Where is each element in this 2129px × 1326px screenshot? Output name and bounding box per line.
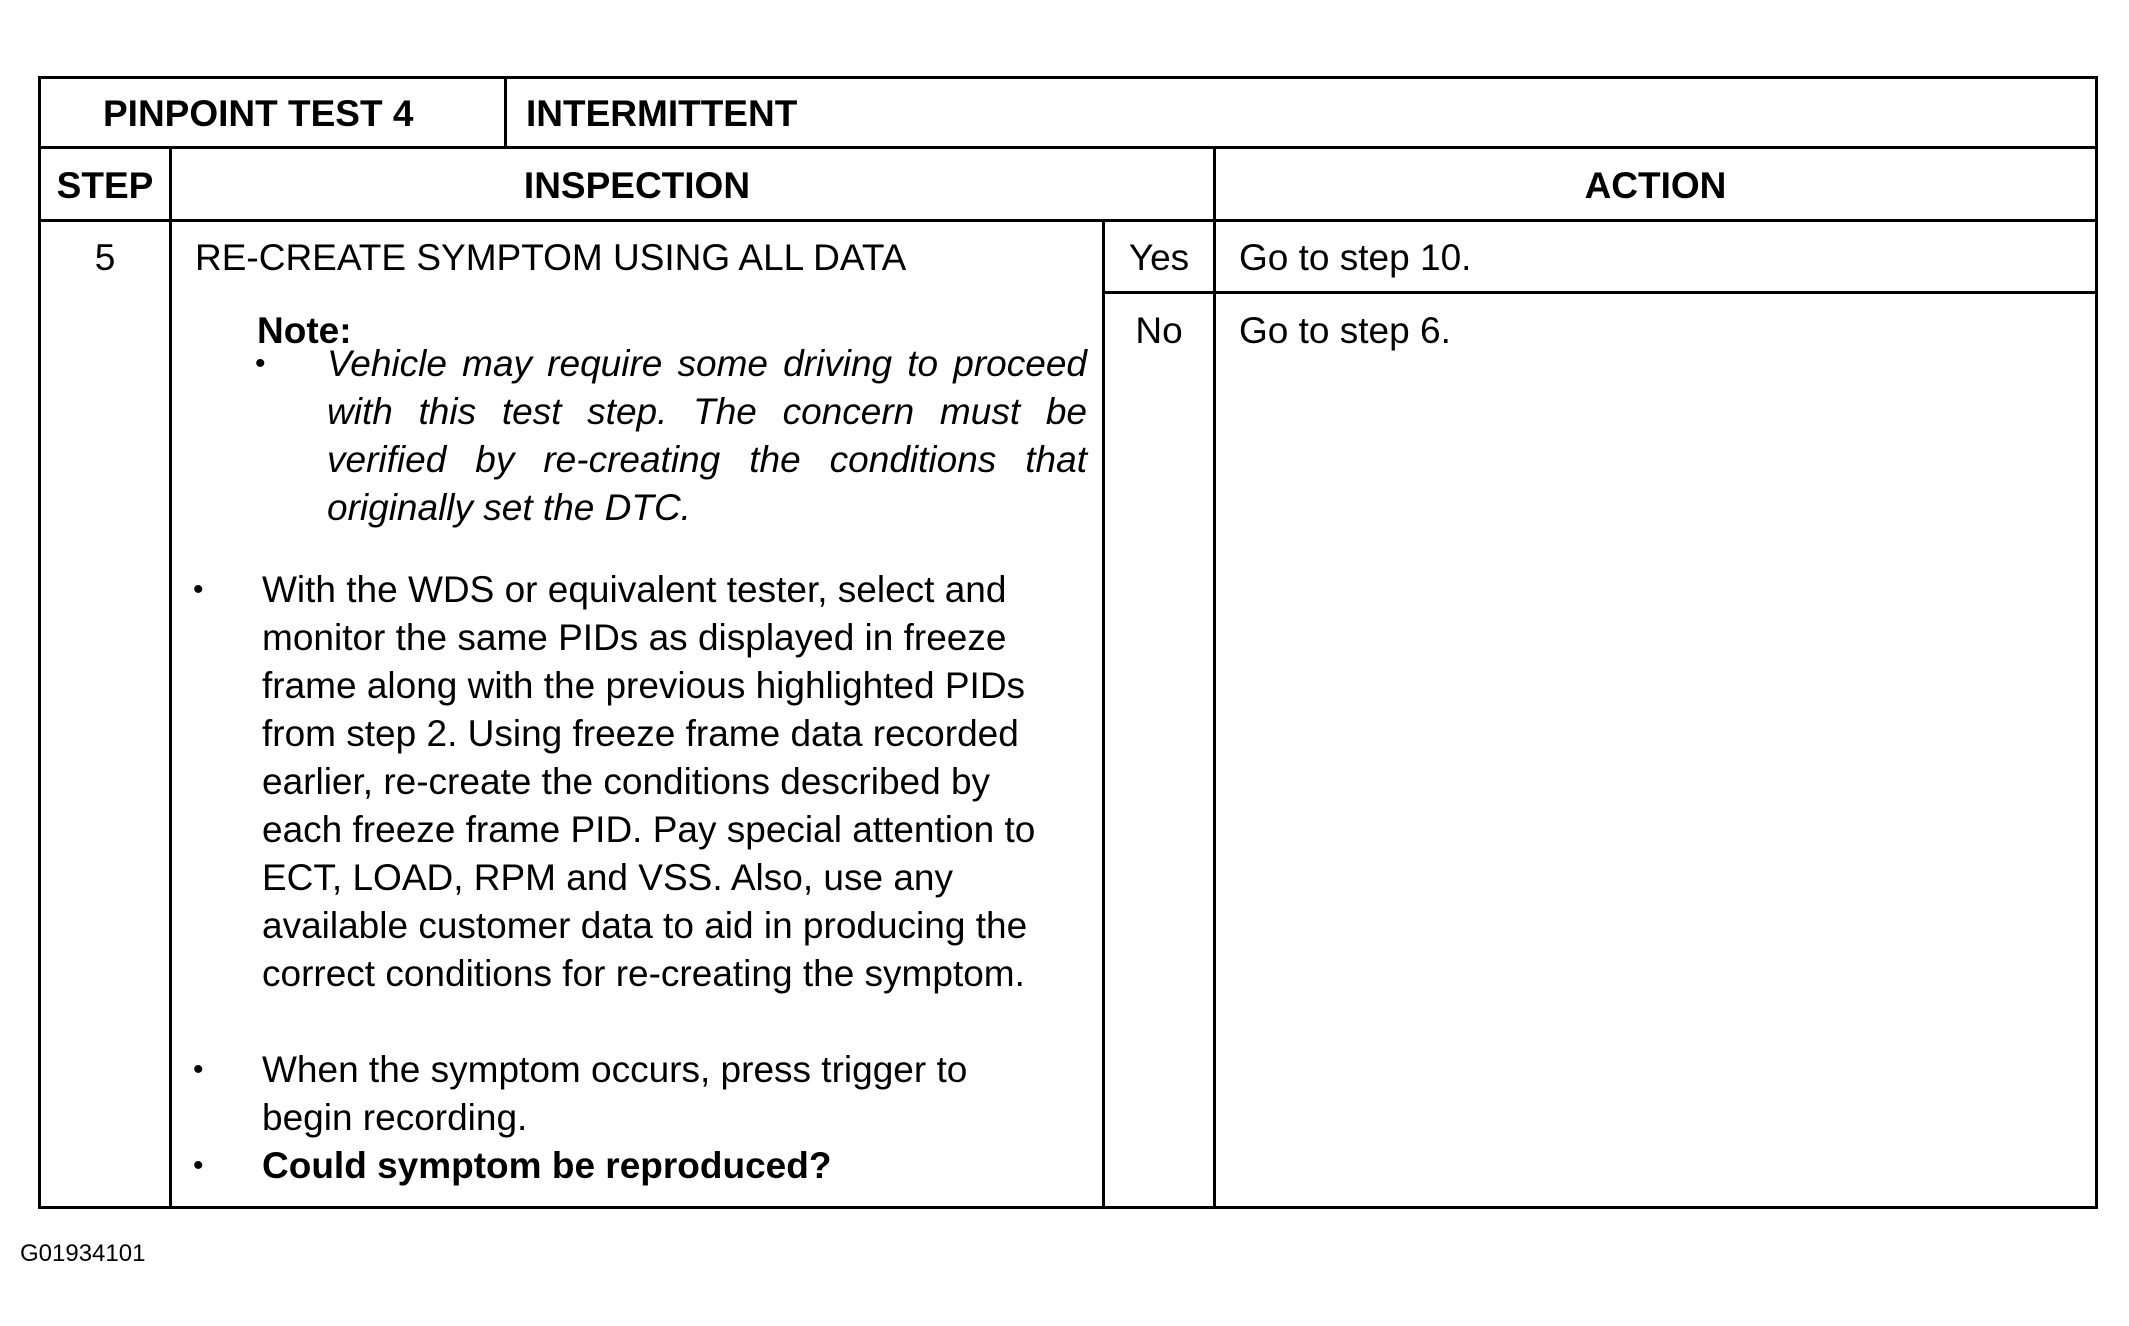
bullet-icon: •	[193, 1053, 204, 1086]
note-label: Note:	[257, 310, 352, 351]
answer-yes-label: Yes	[1128, 237, 1190, 278]
pinpoint-test-table	[38, 76, 2098, 1209]
divider	[504, 79, 507, 146]
action-header: ACTION	[1584, 165, 1727, 206]
step-header: STEP	[56, 165, 154, 206]
divider	[41, 146, 2095, 149]
question-text: Could symptom be reproduced?	[262, 1145, 832, 1186]
divider	[41, 219, 2095, 222]
bullet-icon: •	[193, 573, 204, 606]
answer-no-action: Go to step 6.	[1239, 310, 1451, 351]
figure-id: G01934101	[20, 1240, 146, 1267]
inspection-header: INSPECTION	[523, 165, 751, 206]
bullet-icon: •	[255, 347, 266, 380]
divider	[1102, 219, 1105, 1206]
answer-no-label: No	[1135, 310, 1183, 351]
step-number: 5	[94, 237, 116, 278]
instruction-text: When the symptom occurs, press trigger to begin recording.	[262, 1049, 968, 1138]
test-name: INTERMITTENT	[526, 93, 798, 134]
test-title: PINPOINT TEST 4	[103, 93, 414, 134]
divider	[1213, 146, 1216, 1206]
note-text: Vehicle may require some driving to proceed with this test step. The concern must be verified by re-creating the conditions that originally set the DTC.	[327, 343, 1087, 528]
answer-yes-action: Go to step 10.	[1239, 237, 1472, 278]
inspection-title: RE-CREATE SYMPTOM USING ALL DATA	[195, 237, 907, 278]
divider	[169, 146, 172, 1206]
instruction-text: With the WDS or equivalent tester, select and monitor the same PIDs as displayed in freeze frame along with the previous highlighted PIDs from step 2. Using freeze frame data recorded earlier, re-create the conditions described by each freeze frame PID. Pay special attention to ECT, LOAD, RPM and VSS. Also, use any available customer data to aid in producing the correct conditions for re-creating the symptom.	[262, 569, 1036, 994]
bullet-icon: •	[193, 1149, 204, 1182]
divider	[1102, 291, 2095, 294]
